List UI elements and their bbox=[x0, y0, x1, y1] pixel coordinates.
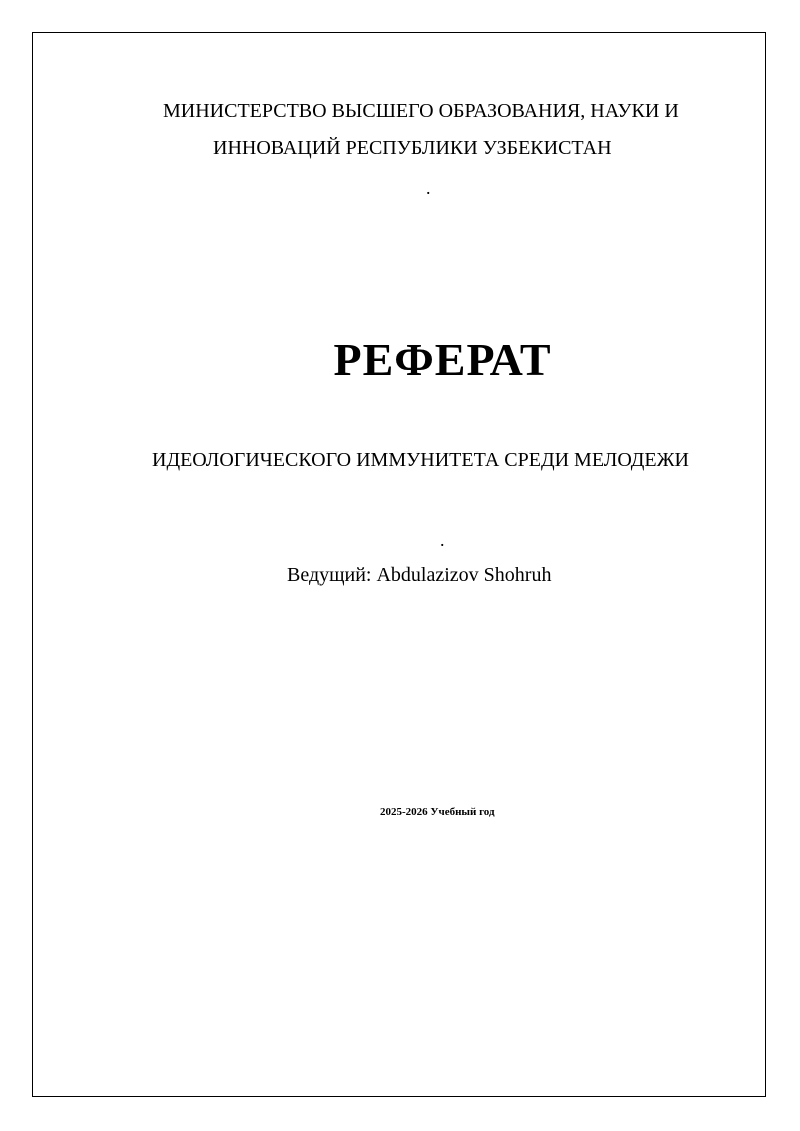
ministry-heading-line-1: МИНИСТЕРСТВО ВЫСШЕГО ОБРАЗОВАНИЯ, НАУКИ И bbox=[163, 100, 679, 122]
leader-name: Ведущий: Abdulazizov Shohruh bbox=[287, 564, 552, 586]
academic-year: 2025-2026 Учебный год bbox=[380, 806, 495, 818]
separator-dot: . bbox=[426, 178, 431, 198]
document-topic: ИДЕОЛОГИЧЕСКОГО ИММУНИТЕТА СРЕДИ МЕЛОДЕЖИ bbox=[152, 449, 690, 471]
ministry-heading-line-2: ИННОВАЦИЙ РЕСПУБЛИКИ УЗБЕКИСТАН bbox=[213, 137, 612, 159]
separator-dot: . bbox=[440, 530, 445, 550]
document-title: РЕФЕРАТ bbox=[333, 334, 552, 385]
